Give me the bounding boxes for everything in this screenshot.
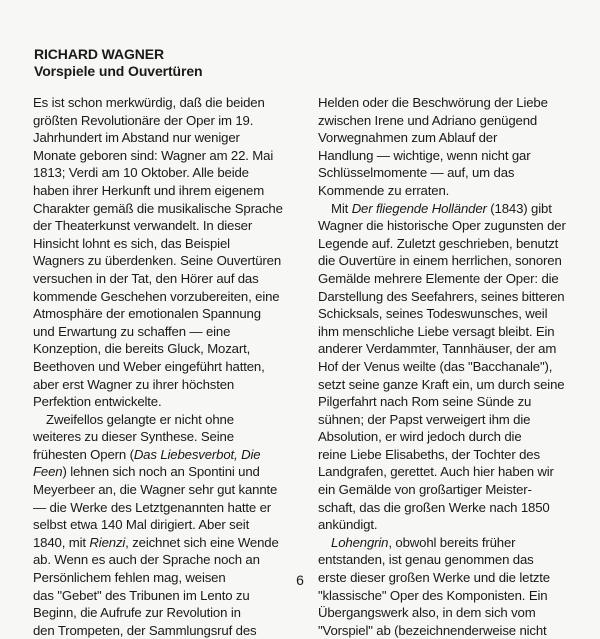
text-line: setzt seine ganze Kraft ein, um durch seine <box>318 376 565 392</box>
text-line: zwischen Irene und Adriano genügend <box>318 112 538 128</box>
text-line: aber erst Wagner zu ihrer höchsten <box>33 376 235 392</box>
text-line: Kommende zu erraten. <box>318 182 450 198</box>
text-line: Vorwegnahmen zum Ablauf der <box>318 130 498 146</box>
page-number: 6 <box>296 572 304 588</box>
text-line: 1813; Verdi am 10 Oktober. Alle beide <box>33 165 249 181</box>
text-line: größten Revolutionäre der Oper im 19. <box>33 112 254 128</box>
text-line: selbst etwa 140 Mal dirigiert. Aber seit <box>33 517 250 533</box>
text-line: Mit Der fliegende Holländer (1843) gibt <box>318 200 552 216</box>
text-line: Meyerbeer an, die Wagner sehr gut kannte <box>33 482 278 498</box>
text-line: Hof der Venus weilte (das "Bacchanale"), <box>318 358 553 374</box>
text-line: kommende Geschehen vorzubereiten, eine <box>33 288 280 304</box>
text-line: weiteres zu dieser Synthese. Seine <box>33 429 234 445</box>
text-line: Helden oder die Beschwörung der Liebe <box>318 95 548 110</box>
text-line: und Erwartung zu schaffen — eine <box>33 323 231 339</box>
text-line: frühesten Opern (Das Liebesverbot, Die <box>33 446 261 462</box>
text-line: Monate geboren sind: Wagner am 22. Mai <box>33 147 274 163</box>
text-line: entstanden, ist genau genommen das <box>318 552 534 568</box>
text-line: Lohengrin, obwohl bereits früher <box>331 534 516 550</box>
text-line: Persönlichem fehlen mag, weisen <box>33 570 226 586</box>
text-line: den Trompeten, der Sammlungsruf des <box>33 622 257 638</box>
page-subtitle: Vorspiele und Ouvertüren <box>34 63 203 79</box>
text-line: 1840, mit Rienzi, zeichnet sich eine Wende <box>33 534 279 550</box>
text-line: Hinsicht lohnt es sich, das Beispiel <box>33 235 230 251</box>
text-line: ein Gemälde von großartiger Meister- <box>318 482 532 498</box>
text-line: Schicksals, seines Todeswunsches, weil <box>318 306 548 322</box>
text-line: versuchen in der Tat, den Hörer auf das <box>33 270 259 286</box>
text-line: ab. Wenn es auch der Sprache noch an <box>33 552 260 568</box>
text-line: das "Gebet" des Tribunen im Lento zu <box>33 587 250 603</box>
text-line: Wagner die historische Oper zugunsten der <box>318 218 566 234</box>
text-line: anderer Verdammter, Tannhäuser, der am <box>318 341 557 357</box>
text-line: Handlung — wichtige, wenn nicht gar <box>318 147 531 163</box>
text-line: erste dieser großen Werke und die letzte <box>318 570 550 586</box>
text-line: Pilgerfahrt nach Rom seine Sünde zu <box>318 394 532 410</box>
text-line: "klassische" Oper des Komponisten. Ein <box>318 587 548 603</box>
text-line: Schlüsselmomente — auf, um das <box>318 165 515 181</box>
text-line: Charakter gemäß die musikalische Sprache <box>33 200 283 216</box>
right-text-column <box>318 94 580 639</box>
text-line: Jahrhundert im Abstand nur weniger <box>33 130 240 146</box>
text-line: Atmosphäre der emotionalen Spannung <box>33 306 261 322</box>
text-line: sühnen; der Papst verweigert ihm die <box>318 411 531 427</box>
page-title: RICHARD WAGNER <box>34 46 165 62</box>
text-line: der Theaterkunst verwandelt. In dieser <box>33 218 253 234</box>
text-line: Legende auf. Zuletzt geschrieben, benutzt <box>318 235 559 251</box>
text-line: Feen) lehnen sich noch an Spontini und <box>33 464 260 480</box>
text-line: Darstellung des Seefahrers, seines bitteren <box>318 288 565 304</box>
text-line: "Vorspiel" ab (bezeichnenderweise nicht <box>318 622 547 638</box>
left-text-column <box>33 94 313 639</box>
text-line: Wagners zu überdenken. Seine Ouvertüren <box>33 253 282 269</box>
text-line: Landgrafen, gerettet. Auch hier haben wir <box>318 464 554 480</box>
text-line: — die Werke des Letztgenannten hatte er <box>33 499 272 515</box>
text-line: Beginn, die Aufrufe zur Revolution in <box>33 605 241 621</box>
text-line: Übergangswerk also, in dem sich vom <box>318 605 536 621</box>
text-line: die Ouvertüre in einem herrlichen, sonoren <box>318 253 562 269</box>
text-line: Es ist schon merkwürdig, daß die beiden <box>33 95 265 110</box>
text-line: Absolution, er wird jedoch durch die <box>318 429 522 445</box>
text-line: Zweifellos gelangte er nicht ohne <box>33 411 234 427</box>
text-line: Beethoven und Weber eingeführt hatten, <box>33 358 265 374</box>
text-line: Perfektion entwickelte. <box>33 394 162 410</box>
text-line: ankündigt. <box>318 517 378 533</box>
text-line: Gemälde mehrere Elemente der Oper: die <box>318 270 559 286</box>
header <box>34 46 203 80</box>
text-line: reine Liebe Elisabeths, der Tochter des <box>318 446 540 462</box>
text-line: ihm menschliche Liebe versagt bleibt. Ein <box>318 323 555 339</box>
text-line: schaft, das die großen Werke nach 1850 <box>318 499 550 515</box>
text-line: Konzeption, die bereits Gluck, Mozart, <box>33 341 251 357</box>
text-line: haben ihrer Herkunft und ihrem eigenem <box>33 182 265 198</box>
